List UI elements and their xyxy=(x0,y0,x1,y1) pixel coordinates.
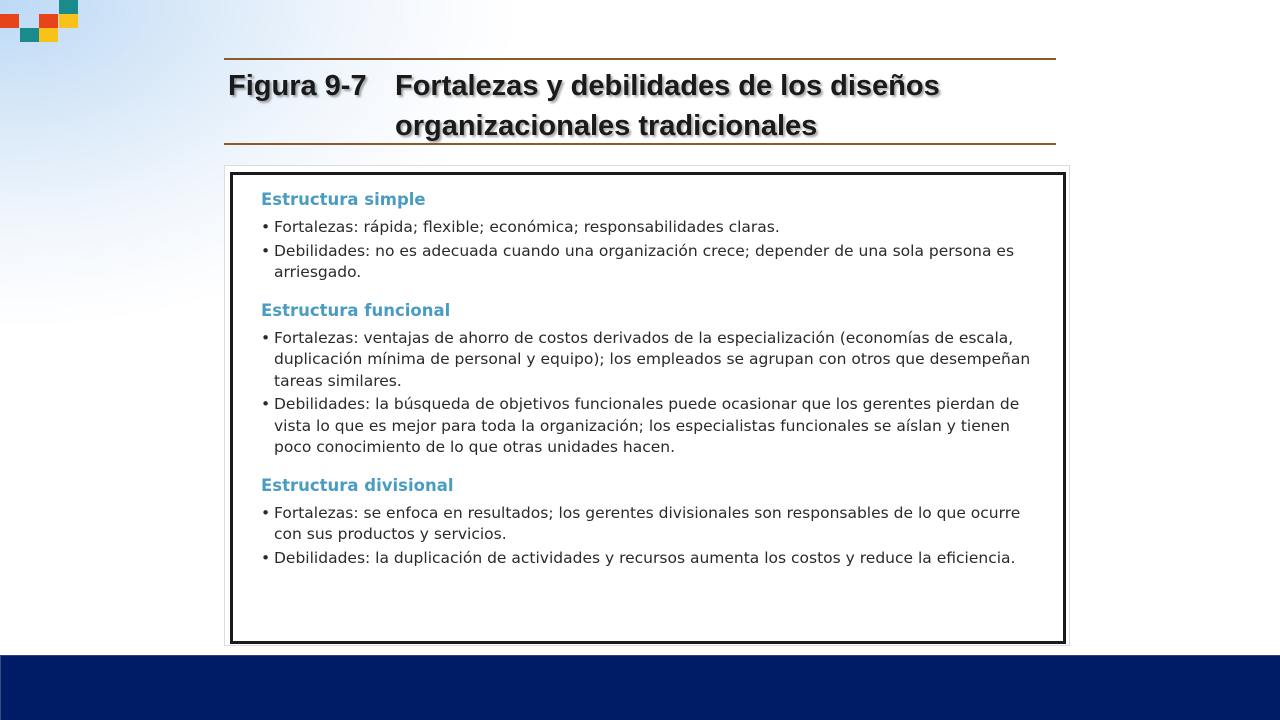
list-item-text: Fortalezas: se enfoca en resultados; los gerentes divisionales son responsables de lo que ocurre con sus productos y servicios. xyxy=(274,503,1021,543)
bullet-icon: • xyxy=(261,548,271,567)
logo-square xyxy=(20,28,39,42)
section-title: Estructura simple xyxy=(261,190,426,209)
figure-title xyxy=(395,66,1035,146)
list-item xyxy=(261,217,1047,239)
bullet-icon: • xyxy=(261,241,271,260)
figure-title-line: Fortalezas y debilidades de los diseños xyxy=(395,70,940,102)
logo-square xyxy=(59,0,78,14)
section-funcional xyxy=(261,300,1047,459)
logo-square xyxy=(0,14,19,28)
bullet-icon: • xyxy=(261,395,271,413)
figure-image xyxy=(224,165,1070,646)
bullet-icon: • xyxy=(261,503,271,522)
list-item-text: Fortalezas: rápida; flexible; económica; responsabilidades claras. xyxy=(274,218,780,236)
list-item-text: Debilidades: la búsqueda de objetivos funcionales puede ocasionar que los gerentes pierdan de vista lo que es mejor para toda la organización; los especialistas funcionales se aíslan y tienen poco conocimiento de lo que otras unidades hacen. xyxy=(274,395,1020,456)
section-divisional xyxy=(261,475,1047,570)
logo-square xyxy=(59,14,78,28)
bullet-list xyxy=(261,328,1047,459)
title-bottom-rule xyxy=(224,143,1056,145)
list-item xyxy=(261,503,1047,546)
list-item xyxy=(261,548,1047,570)
bullet-icon: • xyxy=(261,328,271,347)
logo-square xyxy=(39,14,58,28)
bullet-list xyxy=(261,503,1047,570)
list-item-text: Debilidades: la duplicación de actividades y recursos aumenta los costos y reduce la eficiencia. xyxy=(274,548,1016,567)
bullet-list xyxy=(261,217,1047,284)
footer-bar xyxy=(0,655,1280,720)
section-simple xyxy=(261,189,1047,284)
section-title: Estructura funcional xyxy=(261,300,451,320)
list-item xyxy=(261,394,1047,459)
logo-square xyxy=(39,28,58,42)
list-item xyxy=(261,328,1047,393)
section-title: Estructura divisional xyxy=(261,475,454,495)
logo xyxy=(0,0,80,44)
figure-title-line: organizacionales tradicionales xyxy=(395,110,818,142)
list-item-text: Fortalezas: ventajas de ahorro de costos derivados de la especialización (economías de escala, duplicación mínima de personal y equipo); los empleados se agrupan con otros que desempeñan tareas similares. xyxy=(274,328,1031,390)
list-item xyxy=(261,241,1047,284)
list-item-text: Debilidades: no es adecuada cuando una organización crece; depender de una sola persona es arriesgado. xyxy=(274,241,1015,281)
figure-box xyxy=(230,172,1066,644)
title-top-rule xyxy=(224,58,1056,60)
figure-number: Figura 9-7 xyxy=(228,70,367,102)
bullet-icon: • xyxy=(261,218,271,236)
